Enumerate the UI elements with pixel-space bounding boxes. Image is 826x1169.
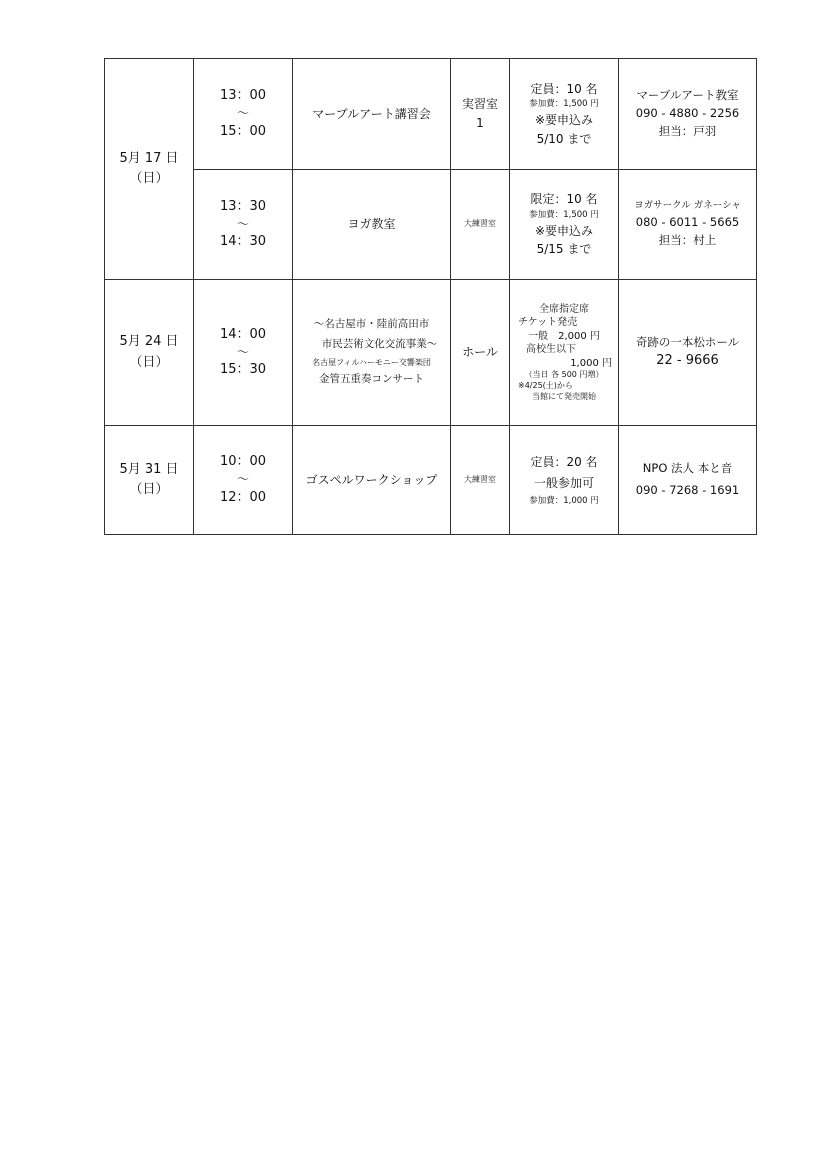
date-text: 5月 24 日 <box>119 334 179 350</box>
deadline-text: 5/15 まで <box>536 242 592 257</box>
time-separator: ～ <box>236 216 249 231</box>
capacity-text: 定員：20 名 <box>530 454 598 469</box>
time-cell <box>194 426 293 535</box>
room-cell <box>451 59 510 170</box>
time-end: 14：30 <box>219 234 267 250</box>
performer-name: 名古屋フィルハーモニー交響楽団 <box>312 357 431 367</box>
room-name: 大練習室 <box>464 474 496 484</box>
general-price: 一般 2,000 円 <box>528 330 600 342</box>
phone-number: 080 - 6011 - 5665 <box>635 215 740 230</box>
time-separator: ～ <box>236 472 249 487</box>
fee-text: 参加費：1,000 円 <box>529 495 599 506</box>
deadline-text: 5/10 まで <box>536 131 592 146</box>
weekday-text: （日） <box>129 354 169 370</box>
room-name: 大練習室 <box>464 219 496 229</box>
reservation-note: ※要申込み <box>534 113 594 128</box>
table-row <box>105 280 757 426</box>
room-number: 1 <box>476 116 484 130</box>
phone-number: 090 - 7268 - 1691 <box>635 483 740 497</box>
contact-cell <box>619 280 757 426</box>
date-cell <box>105 59 194 280</box>
organizer-name: マーブルアート教室 <box>636 88 739 103</box>
fee-text: 参加費：1,500 円 <box>529 99 599 110</box>
event-title-cell <box>293 426 451 535</box>
organizer-name: 奇跡の一本松ホール <box>635 334 740 349</box>
event-schedule-table <box>104 58 757 535</box>
time-end: 15：30 <box>219 362 267 378</box>
organizer-name: NPO 法人 本と音 <box>642 461 733 476</box>
time-start: 13：00 <box>219 88 267 104</box>
sale-start-date: ※4/25(土)から <box>518 380 573 390</box>
date-cell <box>105 280 194 426</box>
door-surcharge: （当日 各 500 円増） <box>524 370 604 380</box>
event-title: 金管五重奏コンサート <box>319 373 424 386</box>
student-label: 高校生以下 <box>526 344 576 356</box>
room-cell <box>451 280 510 426</box>
student-price: 1,000 円 <box>570 357 612 369</box>
date-text: 5月 31 日 <box>119 461 179 477</box>
room-cell <box>451 426 510 535</box>
room-name: 実習室 <box>461 97 498 112</box>
person-in-charge: 担当：村上 <box>658 232 717 247</box>
time-end: 15：00 <box>219 123 267 139</box>
event-title-cell <box>293 59 451 170</box>
event-subtitle: 市民芸術文化交流事業～ <box>321 337 438 350</box>
time-cell <box>194 280 293 426</box>
capacity-text: 限定：10 名 <box>530 192 598 207</box>
contact-cell <box>619 59 757 170</box>
reservation-note: ※要申込み <box>534 223 594 238</box>
time-cell <box>194 170 293 280</box>
event-title-cell <box>293 280 451 426</box>
time-separator: ～ <box>236 106 249 121</box>
organizer-name: ヨガサークル ガネーシャ <box>634 200 741 212</box>
room-cell <box>451 170 510 280</box>
fee-cell <box>510 59 619 170</box>
table-row <box>105 426 757 535</box>
fee-cell <box>510 170 619 280</box>
time-start: 10：00 <box>219 454 267 470</box>
open-participation: 一般参加可 <box>533 475 594 490</box>
phone-number: 090 - 4880 - 2256 <box>635 106 740 121</box>
fee-cell <box>510 426 619 535</box>
time-start: 13：30 <box>219 198 267 214</box>
table-row <box>105 59 757 170</box>
fee-cell <box>510 280 619 426</box>
time-end: 12：00 <box>219 489 267 505</box>
weekday-text: （日） <box>129 482 169 497</box>
date-text: 5月 17 日 <box>119 150 179 166</box>
fee-text: 参加費：1,500 円 <box>529 209 599 220</box>
event-title: ヨガ教室 <box>347 217 396 232</box>
event-title: マーブルアート講習会 <box>312 106 431 121</box>
room-name: ホール <box>462 345 498 360</box>
ticket-sale-text: チケット発売 <box>518 317 578 329</box>
seating-text: 全席指定席 <box>539 303 589 315</box>
event-title-cell <box>293 170 451 280</box>
phone-number: 22 - 9666 <box>656 353 719 369</box>
capacity-text: 定員：10 名 <box>530 81 598 96</box>
event-title: ゴスペルワークショップ <box>305 472 438 487</box>
sale-location: 当館にて発売開始 <box>532 391 596 401</box>
date-cell <box>105 426 194 535</box>
time-separator: ～ <box>236 344 249 359</box>
contact-cell <box>619 170 757 280</box>
weekday-text: （日） <box>129 171 169 186</box>
time-cell <box>194 59 293 170</box>
table-row <box>105 170 757 280</box>
time-start: 14：00 <box>219 326 267 342</box>
contact-cell <box>619 426 757 535</box>
event-subtitle: ～名古屋市・陸前高田市 <box>313 318 430 330</box>
person-in-charge: 担当：戸羽 <box>658 123 717 138</box>
